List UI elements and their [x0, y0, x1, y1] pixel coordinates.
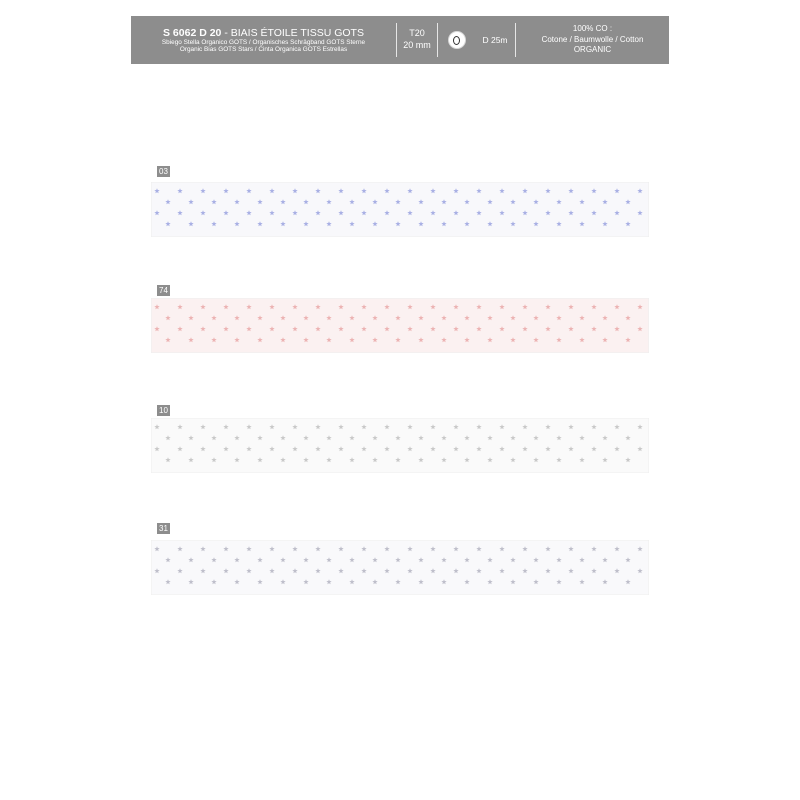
swatch-label-03: 03: [159, 167, 168, 176]
size-block: [397, 28, 437, 51]
size-code: T20: [409, 28, 425, 39]
organic-label: ORGANIC: [573, 45, 612, 55]
composition-languages: Cotone / Baumwolle / Cotton: [541, 34, 644, 44]
spool-icon: [448, 31, 466, 49]
ribbon-fabric: [151, 182, 649, 237]
ribbon-fabric: [151, 298, 649, 353]
product-subtitle-1: Sbiego Stella Organico GOTS / Organisches Schrägband GOTS Sterne: [161, 38, 366, 46]
product-header: [131, 16, 669, 64]
length-label: D 25m: [482, 35, 508, 45]
product-title: [131, 27, 396, 39]
swatch-label-74: 74: [159, 286, 168, 295]
product-subtitle-2: Organic Bias GOTS Stars / Cinta Organica GOTS Estrellas: [179, 46, 348, 54]
spool-block: [438, 31, 475, 49]
composition-label: 100% CO :: [572, 24, 613, 34]
ribbon-swatch-31: [151, 540, 649, 595]
product-name: - BIAIS ÉTOILE TISSU GOTS: [221, 26, 364, 39]
ribbon-fabric: [151, 540, 649, 595]
ribbon-swatch-03: [151, 182, 649, 237]
size-mm: 20 mm: [403, 40, 431, 50]
header-title-block: [131, 27, 396, 54]
composition-block: [516, 24, 669, 55]
ribbon-fabric: [151, 418, 649, 473]
swatch-label-31: 31: [159, 524, 168, 533]
ribbon-swatch-74: [151, 298, 649, 353]
product-code: S 6062 D 20: [163, 26, 222, 39]
swatch-label-10: 10: [159, 406, 168, 415]
ribbon-swatch-10: [151, 418, 649, 473]
